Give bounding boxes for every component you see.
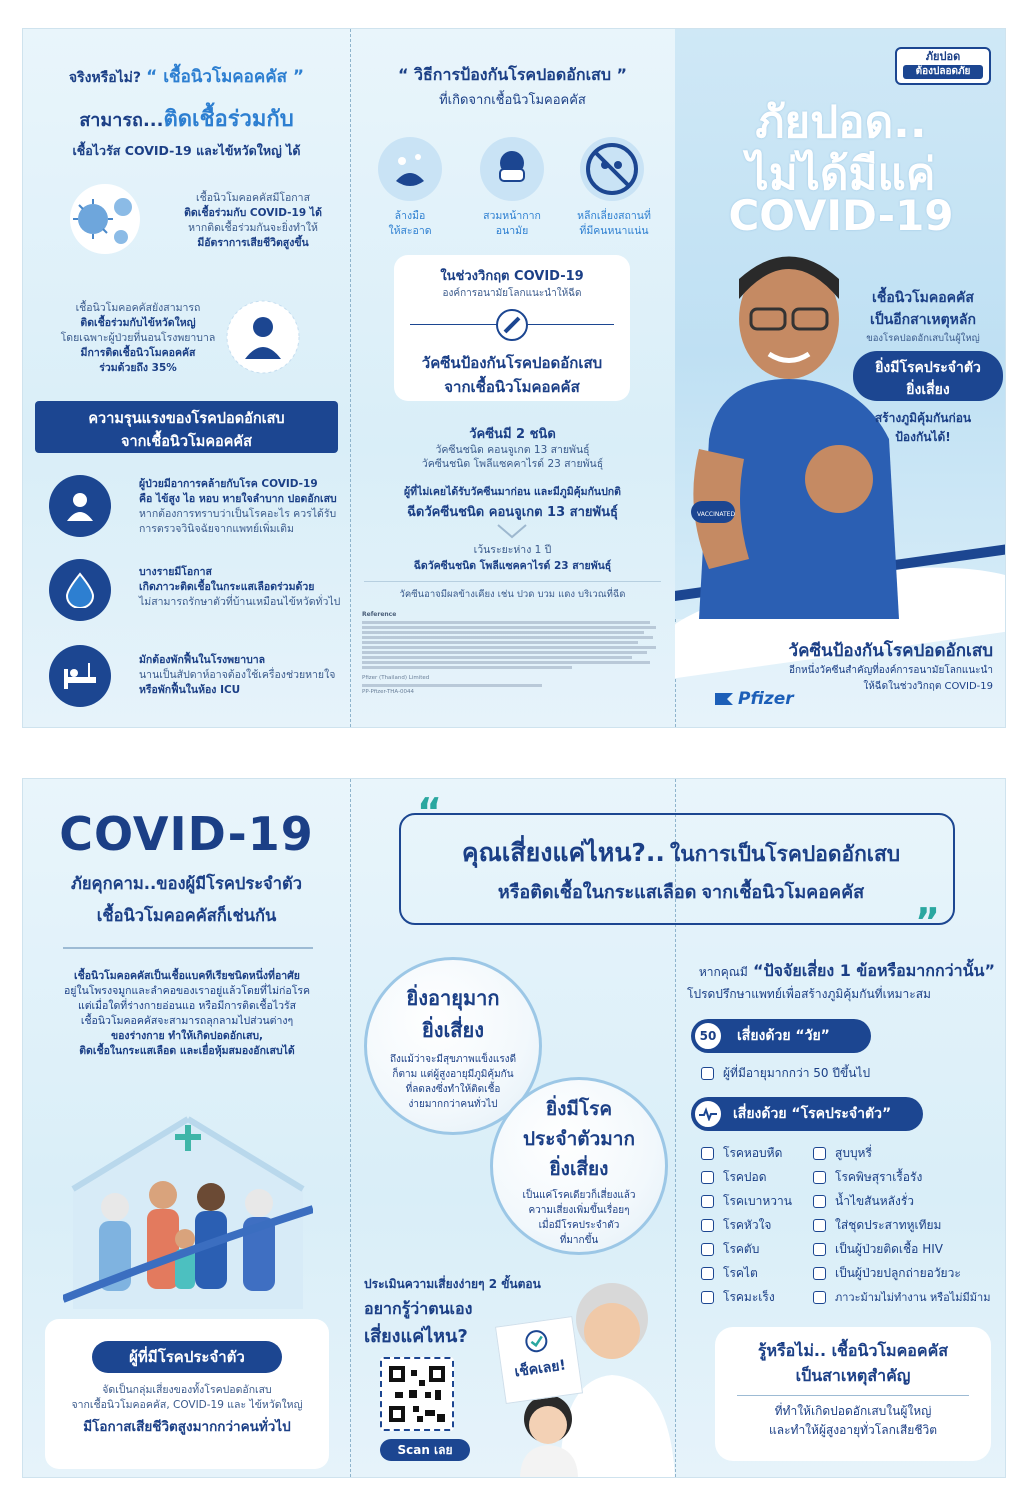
checkbox-label: โรคตับ: [723, 1241, 760, 1256]
checkbox-label: โรคหอบหืด: [723, 1145, 783, 1160]
threat-line-2: เชื้อนิวโมคอคคัสก็เช่นกัน: [96, 906, 277, 925]
pfizer-wordmark: Pfizer: [738, 689, 794, 709]
icon-label-line: สวมหน้ากาก: [483, 210, 541, 222]
want-line-1: อยากรู้ว่าตนเอง: [364, 1299, 473, 1318]
checkbox-label: โรคพิษสุราเรื้อรัง: [835, 1169, 923, 1184]
bubble-title-line: ยิ่งเสี่ยง: [421, 1018, 484, 1042]
panel-coinfection: [23, 29, 350, 728]
bubble-text-line: ที่มากขึ้น: [559, 1235, 599, 1246]
inject-first: ฉีดวัคซีนชนิด คอนจูเกต 13 สายพันธุ์: [407, 505, 618, 520]
pfizer-logo-icon: [713, 689, 735, 709]
prevention-title: “ วิธีการป้องกันโรคปอดอักเสบ ”: [397, 65, 628, 84]
references: [362, 611, 662, 696]
vaccine-type-2: วัคซีนชนิด โพลีแซคคาไรด์ 23 สายพันธุ์: [421, 458, 604, 470]
interval: เว้นระยะห่าง 1 ปี: [473, 544, 552, 556]
checkbox-icon[interactable]: [813, 1243, 826, 1256]
severity-line: คือ ไข้สูง ไอ หอบ หายใจลำบาก ปอดอักเสบ: [139, 493, 337, 505]
risk-pill: [853, 351, 1003, 401]
body-line: แต่เมื่อใดที่ร่างกายอ่อนแอ หรือมีการติดเชื้อไวรัส: [77, 1000, 297, 1012]
fact-line: มีการติดเชื้อนิวโมคอคคัส: [80, 347, 196, 359]
checkbox-label: โรคหัวใจ: [723, 1217, 772, 1232]
risk-factor-line: [615, 959, 995, 984]
severity-line: บางรายมีโอกาส: [139, 566, 212, 578]
immune-line: ป้องกันได้!: [895, 430, 951, 444]
panel-cover: [675, 29, 1006, 728]
checkbox-label: โรคมะเร็ง: [723, 1289, 775, 1304]
checkbox-icon[interactable]: [701, 1291, 714, 1304]
fact-line: หากติดเชื้อร่วมกันจะยิ่งทำให้: [188, 222, 318, 234]
checkbox-label: เป็นผู้ป่วยติดเชื้อ HIV: [835, 1241, 943, 1256]
checkbox-icon[interactable]: [701, 1171, 714, 1184]
if-you-text: หากคุณมี: [698, 965, 748, 979]
body-line: เชื้อนิวโมคอคคัสเป็นเชื้อแบคทีเรียชนิดหนึ่งที่อาศัย: [74, 970, 300, 982]
checkbox-label: เป็นผู้ป่วยปลูกถ่ายอวัยวะ: [835, 1265, 961, 1280]
covid-title: COVID-19: [59, 807, 314, 861]
checkbox-disease[interactable]: [813, 1261, 1003, 1285]
logo-line: ต้องปลอดภัย: [903, 65, 983, 79]
disease-risk-bubble: [490, 1077, 668, 1255]
consult-text: โปรดปรึกษาแพทย์เพื่อสร้างภูมิคุ้มกันที่เหมาะสม: [687, 987, 931, 1001]
know-line: เป็นสาเหตุสำคัญ: [795, 1366, 911, 1385]
age-pill-text: เสี่ยงด้วย “วัย”: [737, 1028, 830, 1044]
family-illustration: [63, 1099, 313, 1309]
hand-wash-icon: [378, 137, 442, 201]
can-text: สามารถ...: [79, 110, 164, 131]
mask-icon: [480, 137, 544, 201]
severity-line: การตรวจวินิจฉัยจากแพทย์เพิ่มเติม: [139, 523, 294, 535]
checkbox-label: โรคเบาหวาน: [723, 1193, 792, 1208]
check-circle-icon: [522, 1327, 551, 1356]
checkbox-label: ภาวะม้ามไม่ทำงาน หรือไม่มีม้าม: [835, 1291, 991, 1304]
age-50-badge: 50: [693, 1021, 723, 1051]
checkbox-disease[interactable]: [813, 1213, 1003, 1237]
bubble-title-line: ยิ่งอายุมาก: [406, 986, 500, 1010]
did-you-know-card: [715, 1327, 991, 1461]
checkbox-label: โรคไต: [723, 1265, 758, 1280]
coinfect-text: ติดเชื้อร่วมกับ: [163, 107, 294, 132]
checkbox-label: โรคปอด: [723, 1169, 767, 1184]
severity-item-1: [139, 477, 344, 537]
risk-line: ยิ่งเสี่ยง: [906, 382, 950, 398]
bubble-title-line: ยิ่งมีโรค: [545, 1098, 613, 1120]
fact-line: โดยเฉพาะผู้ป่วยที่นอนโรงพยาบาล: [60, 332, 216, 344]
virus-line: เชื้อไวรัส COVID-19 และไข้หวัดใหญ่ ได้: [72, 143, 301, 158]
banner-line: จากเชื้อนิวโมคอคคัส: [121, 434, 252, 450]
qr-code-icon: [389, 1366, 445, 1422]
icon-label-line: ที่มีคนหนาแน่น: [579, 225, 649, 237]
icon-label-line: หลีกเลี่ยงสถานที่: [577, 210, 651, 222]
campaign-logo: [895, 47, 991, 85]
blood-drop-icon: [49, 559, 111, 621]
checkbox-icon[interactable]: [701, 1147, 714, 1160]
checkbox-icon[interactable]: [813, 1195, 826, 1208]
bubble-text-line: เป็นแค่โรคเดียวก็เสี่ยงแล้ว: [522, 1190, 636, 1201]
cover-vaccine-title: วัคซีนป้องกันโรคปอดอักเสบ: [788, 641, 993, 661]
checkbox-disease[interactable]: [701, 1189, 821, 1213]
fact-coinfection-covid: [163, 191, 343, 251]
panel-prevention: [350, 29, 675, 728]
divider: [364, 581, 661, 582]
cause-line: ของโรคปอดอักเสบในผู้ใหญ่: [866, 333, 980, 344]
crisis-card: [394, 255, 630, 401]
scan-button[interactable]: Scan เลย: [380, 1439, 470, 1461]
qr-code[interactable]: [380, 1357, 454, 1431]
risk-line: ยิ่งมีโรคประจำตัว: [875, 360, 981, 376]
chronic-disease-card: [45, 1319, 329, 1469]
checkbox-icon[interactable]: [701, 1195, 714, 1208]
checkbox-disease[interactable]: [701, 1285, 821, 1309]
threat-line-1: ภัยคุกคาม..ของผู้มีโรคประจำตัว: [71, 874, 302, 893]
icon-label: [464, 209, 560, 239]
checkbox-label: ใส่ชุดประสาทหูเทียม: [835, 1217, 942, 1232]
patient-icon: [49, 475, 111, 537]
factor-text: “ปัจจัยเสี่ยง 1 ข้อหรือมากกว่านั้น”: [752, 961, 995, 980]
address-placeholder: [362, 684, 542, 687]
severity-line: ไม่สามารถรักษาตัวที่บ้านเหมือนไข้หวัดทั่วไป: [139, 596, 341, 608]
fact-coinfection-flu: [43, 301, 233, 376]
body-line: ติดเชื้อในกระแสเลือด และเยื่อหุ้มสมองอักเสบได้: [79, 1045, 295, 1057]
hero-line-3: COVID-19: [728, 191, 954, 240]
document-code: PP-Pfizer-THA-0044: [362, 689, 415, 695]
divider: [737, 1395, 969, 1396]
side-effect: วัคซีนอาจมีผลข้างเคียง เช่น ปวด บวม แดง บริเวณที่ฉีด: [399, 589, 626, 600]
checkbox-icon[interactable]: [701, 1067, 714, 1080]
fact-line: เชื้อนิวโมคอคคัสมีโอกาส: [196, 192, 310, 204]
brochure-outside: [22, 28, 1006, 728]
brochure-inside: [22, 778, 1006, 1478]
desc-line: อีกหนึ่งวัคซีนสำคัญที่องค์การอนามัยโลกแนะนำ: [788, 665, 993, 676]
checkbox-disease[interactable]: [701, 1165, 821, 1189]
two-types: วัคซีนมี 2 ชนิด: [469, 427, 556, 442]
header-part: คุณเสี่ยงแค่ไหน?..: [461, 838, 665, 867]
fact-line: ร่วมด้วยถึง 35%: [99, 362, 177, 374]
quote-open-icon: “: [417, 790, 442, 834]
check-sign: [495, 1316, 583, 1404]
panel-risk-bubbles: [350, 779, 675, 1478]
bubble-title-line: ยิ่งเสี่ยง: [549, 1158, 609, 1180]
icon-label: [564, 209, 664, 239]
checkbox-disease[interactable]: [813, 1285, 1003, 1309]
severity-item-3: [139, 653, 349, 698]
know-line: รู้หรือไม่.. เชื้อนิวโมคอคคัส: [757, 1341, 949, 1360]
bubble-text-line: ความเสี่ยงเพิ่มขึ้นเรื่อยๆ: [528, 1205, 630, 1216]
syringe-divider: [394, 309, 630, 341]
hero-line-2: ไม่ได้มีแค่: [746, 149, 936, 200]
question-prefix: จริงหรือไม่?: [68, 70, 142, 86]
desc-line: ให้ฉีดในช่วงวิกฤต COVID-19: [863, 681, 993, 692]
fact-line: มีอัตราการเสียชีวิตสูงขึ้น: [197, 237, 309, 249]
checkbox-icon[interactable]: [701, 1219, 714, 1232]
icon-label-line: ล้างมือ: [394, 210, 426, 222]
checkbox-disease[interactable]: [701, 1141, 821, 1165]
cause-line: เป็นอีกสาเหตุหลัก: [870, 312, 976, 328]
checkbox-disease[interactable]: [701, 1237, 821, 1261]
checkbox-icon[interactable]: [813, 1291, 826, 1304]
body-line: อยู่ในโพรงจมูกและลำคอของเราอยู่แล้วโดยที่ไม่ก่อโรค: [63, 985, 311, 997]
crisis-title: ในช่วงวิกฤต COVID-19: [440, 269, 584, 284]
immune-line: สร้างภูมิคุ้มกันก่อน: [874, 411, 972, 425]
know-line: ที่ทำให้เกิดปอดอักเสบในผู้ใหญ่: [774, 1404, 932, 1418]
check-sign-text: เช็คเลย!: [513, 1357, 567, 1381]
checkbox-label: ผู้ที่มีอายุมากกว่า 50 ปีขึ้นไป: [723, 1065, 871, 1080]
panel-risk-checklist: [675, 779, 1006, 1478]
body-line: ของร่างกาย ทำให้เกิดปอดอักเสบ,: [110, 1030, 264, 1042]
checkbox-age-50[interactable]: [701, 1061, 870, 1085]
pneumococcus-body: [33, 969, 341, 1059]
bubble-text-line: ถึงแม้ว่าจะมีสุขภาพแข็งแรงดี: [389, 1054, 517, 1065]
fact-line: เชื้อนิวโมคอคคัสยังสามารถ: [75, 302, 201, 314]
heartbeat-icon: [693, 1099, 723, 1129]
reference-title: Reference: [362, 611, 397, 618]
body-line: เชื้อนิวโมคอคคัสจะสามารถลุกลามไปส่วนต่างๆ: [80, 1015, 294, 1027]
vaccine-title-line: วัคซีนป้องกันโรคปอดอักเสบ: [421, 354, 603, 372]
reference-body: [362, 621, 662, 669]
pfizer-logo: [713, 689, 794, 709]
chronic-pill: ผู้ที่มีโรคประจำตัว: [92, 1341, 282, 1373]
virus-icon: [61, 179, 161, 259]
never-vaccinated: ผู้ที่ไม่เคยได้รับวัคซีนมาก่อน และมีภูมิคุ้มกันปกติ: [404, 486, 621, 498]
disease-risk-pill: [691, 1097, 923, 1131]
severity-line: หรือพักฟื้นในห้อง ICU: [139, 684, 241, 696]
checkbox-icon[interactable]: [813, 1219, 826, 1232]
checkbox-icon[interactable]: [701, 1243, 714, 1256]
vaccine-title-line: จากเชื้อนิวโมคอคคัส: [444, 378, 580, 396]
checkbox-disease[interactable]: [813, 1189, 1003, 1213]
age-risk-pill: [691, 1019, 871, 1053]
icon-label-line: อนามัย: [495, 225, 529, 237]
checkbox-icon[interactable]: [813, 1171, 826, 1184]
checkbox-disease[interactable]: [701, 1213, 821, 1237]
bubble-title-line: ประจำตัวมาก: [523, 1128, 635, 1150]
checkbox-icon[interactable]: [813, 1147, 826, 1160]
chronic-desc-line: จัดเป็นกลุ่มเสี่ยงของทั้งโรคปอดอักเสบ: [102, 1384, 272, 1396]
bubble-text-line: เมื่อมีโรคประจำตัว: [538, 1220, 620, 1231]
assess-text: ประเมินความเสี่ยงง่ายๆ 2 ขั้นตอน: [364, 1277, 541, 1291]
header-part: จากเชื้อนิวโมคอคคัส: [701, 882, 865, 903]
severity-line: หากต้องการทราบว่าเป็นโรคอะไร ควรได้รับ: [139, 508, 337, 520]
checkbox-icon[interactable]: [701, 1267, 714, 1280]
severity-line: นานเป็นสัปดาห์อาจต้องใช้เครื่องช่วยหายใจ: [139, 669, 336, 681]
quote-close-icon: ”: [915, 900, 940, 944]
immune-text: [845, 409, 1001, 447]
fact-line: ติดเชื้อร่วมกับ COVID-19 ได้: [184, 207, 322, 219]
icon-label-line: ให้สะอาด: [388, 225, 432, 237]
svg-text:VACCINATED: VACCINATED: [697, 511, 736, 518]
vaccine-type-1: วัคซีนชนิด คอนจูเกต 13 สายพันธุ์: [435, 444, 590, 456]
want-line-2: เสี่ยงแค่ไหน?: [364, 1326, 468, 1347]
panel-covid-threat: [23, 779, 350, 1478]
severity-line: เกิดภาวะติดเชื้อในกระแสเลือดร่วมด้วย: [139, 581, 315, 593]
know-line: และทำให้ผู้สูงอายุทั่วโลกเสียชีวิต: [769, 1423, 937, 1437]
checkbox-disease[interactable]: [701, 1261, 821, 1285]
header-part: หรือติดเชื้อในกระแสเลือด: [497, 882, 697, 903]
cause-block: [845, 287, 1001, 346]
crisis-sub: องค์การอนามัยโลกแนะนำให้ฉีด: [442, 288, 582, 299]
header-part: ในการเป็นโรคปอดอักเสบ: [670, 842, 901, 866]
inject-second: ฉีดวัคซีนชนิด โพลีแซคคาไรด์ 23 สายพันธุ์: [413, 560, 612, 572]
cause-line: เชื้อนิวโมคอคคัส: [872, 290, 974, 306]
severity-line: ผู้ป่วยมีอาการคล้ายกับโรค COVID-19: [139, 478, 318, 490]
question-main: “ เชื้อนิวโมคอคคัส ”: [146, 67, 305, 87]
fact-line: ติดเชื้อร่วมกับไข้หวัดใหญ่: [80, 317, 196, 329]
checkbox-label: สูบบุหรี่: [835, 1145, 872, 1160]
hero-line-1: ภัยปอด..: [755, 97, 927, 148]
disease-list-col-1: [701, 1141, 821, 1309]
severity-item-2: [139, 565, 349, 610]
divider: [63, 947, 313, 949]
disease-list-col-2: [813, 1141, 1003, 1309]
checkbox-disease[interactable]: [813, 1237, 1003, 1261]
banner-line: ความรุนแรงของโรคปอดอักเสบ: [88, 411, 285, 427]
severity-line: มักต้องพักฟื้นในโรงพยาบาล: [139, 654, 266, 666]
severity-banner: [35, 401, 338, 453]
hospital-bed-icon: [49, 645, 111, 707]
bubble-text-line: ง่ายมากกว่าคนทั่วไป: [408, 1099, 498, 1110]
icon-label: [362, 209, 458, 239]
checkbox-disease[interactable]: [813, 1165, 1003, 1189]
checkbox-label: น้ำไขสันหลังรั่ว: [835, 1193, 915, 1208]
checkbox-icon[interactable]: [813, 1267, 826, 1280]
chronic-bold: มีโอกาสเสียชีวิตสูงมากกว่าคนทั่วไป: [83, 1419, 291, 1435]
disease-pill-text: เสี่ยงด้วย “โรคประจำตัว”: [733, 1106, 892, 1122]
chronic-desc-line: จากเชื้อนิวโมคอคคัส, COVID-19 และ ไข้หวัดใหญ่: [71, 1399, 303, 1411]
avoid-crowd-icon: [580, 137, 644, 201]
checkbox-disease[interactable]: [813, 1141, 1003, 1165]
bubble-text-line: ก็ตาม แต่ผู้สูงอายุมีภูมิคุ้มกัน: [392, 1069, 514, 1080]
company: Pfizer (Thailand) Limited: [362, 675, 430, 681]
prevention-subtitle: ที่เกิดจากเชื้อนิวโมคอคคัส: [439, 93, 586, 108]
bubble-text-line: ที่ลดลงซึ่งทำให้ติดเชื้อ: [405, 1084, 501, 1095]
syringe-icon: [496, 309, 528, 341]
chevron-down-icon: [496, 523, 528, 539]
sick-person-icon: [223, 297, 303, 377]
logo-line: ภัยปอด: [925, 50, 961, 63]
